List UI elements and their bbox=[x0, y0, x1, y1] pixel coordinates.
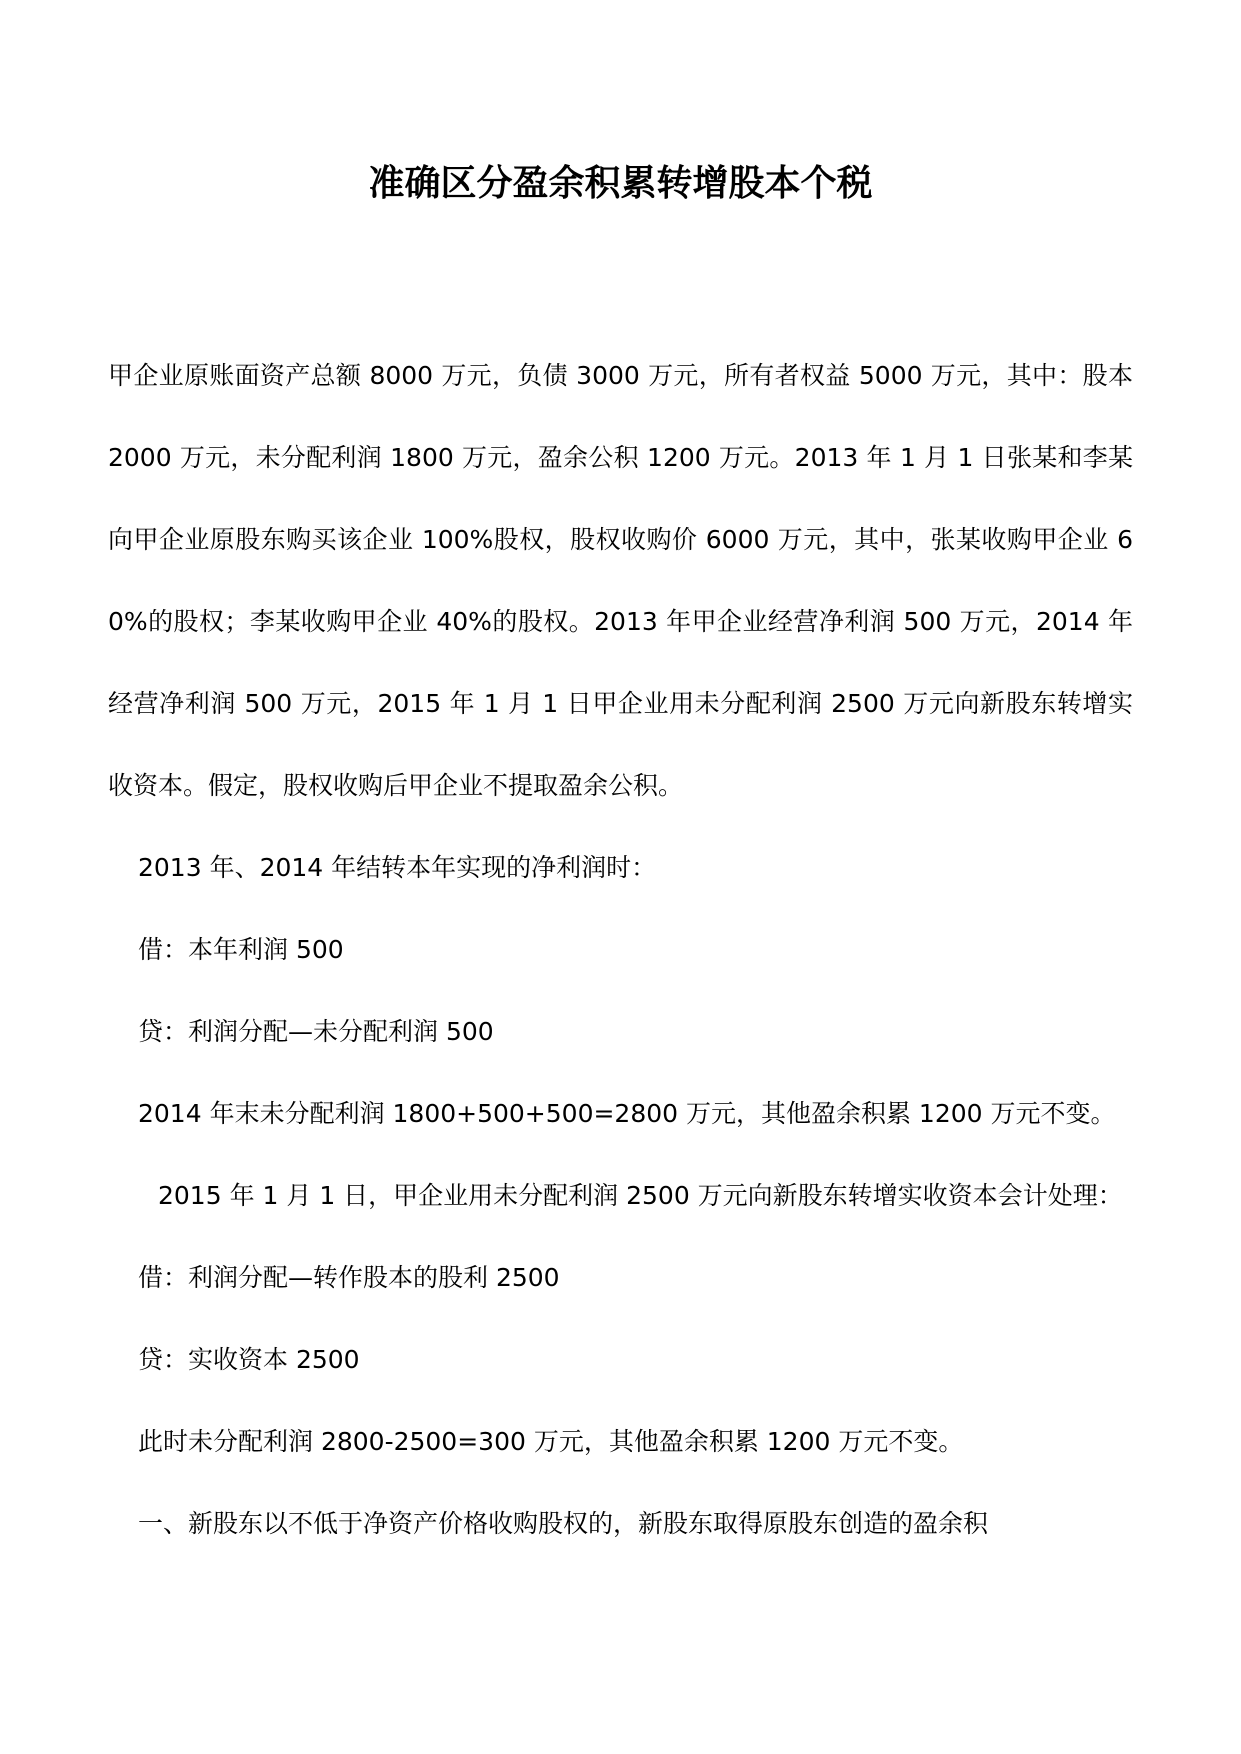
document-title: 准确区分盈余积累转增股本个税 bbox=[368, 163, 873, 204]
document-body bbox=[108, 335, 1133, 1565]
journal-credit-entry: 贷：利润分配—未分配利润 500 bbox=[138, 1017, 494, 1046]
journal-debit-entry: 借：本年利润 500 bbox=[138, 935, 344, 964]
section-one-heading: 一、新股东以不低于净资产价格收购股权的，新股东取得原股东创造的盈余积 bbox=[138, 1509, 989, 1538]
paragraph-remaining-balance: 此时未分配利润 2800-2500=300 万元，其他盈余积累 1200 万元不变。 bbox=[138, 1427, 964, 1456]
journal-debit-entry-2: 借：利润分配—转作股本的股利 2500 bbox=[138, 1263, 560, 1292]
paragraph-capitalization-treatment: 2015 年 1 月 1 日，甲企业用未分配利润 2500 万元向新股东转增实收资本会计处理： bbox=[158, 1181, 1123, 1210]
paragraph-closing-profit-note: 2013 年、2014 年结转本年实现的净利润时： bbox=[138, 853, 657, 882]
paragraph-year-end-balance: 2014 年末未分配利润 1800+500+500=2800 万元，其他盈余积累 1200 万元不变。 bbox=[138, 1099, 1116, 1128]
journal-credit-entry-2: 贷：实收资本 2500 bbox=[138, 1345, 360, 1374]
paragraph-case-description: 甲企业原账面资产总额 8000 万元，负债 3000 万元，所有者权益 5000 万元，其中：股本 2000 万元，未分配利润 1800 万元，盈余公积 1200 万元。2013 年 1 月 1 日张某和李某向甲企业原股东购买该企业 100%股权，股权收购价 6000 万元，其中，张某收购甲企业 60%的股权；李某收购甲企业 40%的股权。2013 年甲企业经营净利润 500 万元，2014 年经营净利润 500 万元，2015 年 1 月 1 日甲企业用未分配利润 2500 万元向新股东转增实收资本。假定，股权收购后甲企业不提取盈余公积。 bbox=[108, 361, 1133, 800]
